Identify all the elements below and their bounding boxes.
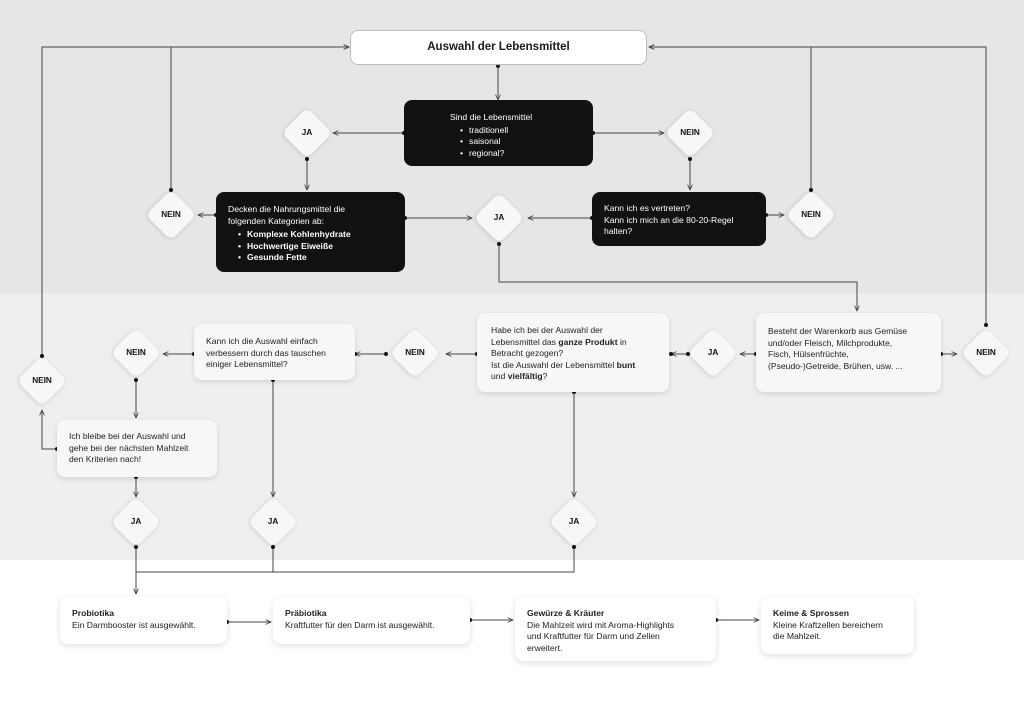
- text-line: und/oder Fleisch, Milchprodukte,: [768, 337, 893, 348]
- text-line: Besteht der Warenkorb aus Gemüse: [768, 326, 908, 336]
- list-item: • Gesunde Fette: [238, 252, 395, 264]
- ja-label: JA: [301, 128, 313, 137]
- decision-nein-left: [146, 190, 196, 240]
- ja-label: JA: [707, 348, 719, 357]
- decision-ja-bleibe: [111, 497, 161, 547]
- result-title: Keime & Sprossen: [773, 608, 849, 618]
- result-text: Kraftfutter für den Darm ist ausgewählt.: [285, 619, 435, 630]
- text-line: verbessern durch das tauschen: [206, 347, 326, 358]
- result-probiotika: [60, 597, 227, 644]
- nein-label: NEIN: [126, 348, 146, 357]
- question-kategorien: [216, 192, 405, 272]
- text-line: gehe bei der nächsten Mahlzeit: [69, 442, 189, 453]
- question-traditionell-heading: Sind die Lebensmittel: [450, 112, 533, 122]
- text-line: Fisch, Hülsenfrüchte,: [768, 349, 849, 360]
- statement-bleibe: [57, 420, 217, 477]
- result-praebiotika: [273, 597, 470, 644]
- nein-label: NEIN: [161, 210, 181, 219]
- result-gewuerze: [515, 597, 716, 661]
- list-item: • regional?: [460, 148, 593, 160]
- decision-ja-verbessern: [248, 497, 298, 547]
- list-item: • Komplexe Kohlenhydrate: [238, 229, 395, 241]
- text-fragment: und: [491, 371, 508, 382]
- decision-nein-produkt: [390, 328, 440, 378]
- text-fragment: Lebensmittel das: [491, 336, 559, 347]
- list-item: • saisonal: [460, 136, 593, 148]
- result-text: und Kraftfutter für Darm und Zellen: [527, 631, 660, 642]
- text-line: [491, 360, 661, 372]
- text-line: Habe ich bei der Auswahl der: [491, 325, 603, 335]
- question-vertreten-line1: Kann ich es vertreten?: [604, 203, 690, 213]
- title-box: [350, 30, 647, 65]
- question-kategorien-list: [228, 229, 395, 264]
- ja-label: JA: [568, 517, 580, 526]
- result-keime: [761, 597, 914, 654]
- text-emphasis: ganze Produkt: [558, 336, 618, 347]
- text-emphasis: bunt: [616, 359, 636, 370]
- question-vertreten: [592, 192, 766, 246]
- ja-label: JA: [267, 517, 279, 526]
- ja-label: JA: [130, 517, 142, 526]
- decision-ja-produkt: [549, 497, 599, 547]
- list-item: • traditionell: [460, 125, 593, 137]
- text-fragment: Ist die Auswahl der Lebensmittel: [491, 359, 617, 370]
- text-line: Betracht gezogen?: [491, 348, 564, 359]
- question-warenkorb: [756, 313, 941, 392]
- result-title: Probiotika: [72, 608, 115, 618]
- list-item: • Hochwertige Eiweiße: [238, 241, 395, 253]
- title-text: Auswahl der Lebensmittel: [427, 41, 570, 53]
- question-ganzes-produkt: [477, 313, 669, 392]
- result-text: die Mahlzeit.: [773, 631, 822, 642]
- decision-nein-right: [786, 190, 836, 240]
- result-title: Präbiotika: [285, 608, 327, 618]
- decision-nein-far-left: [17, 356, 67, 406]
- nein-label: NEIN: [680, 128, 700, 137]
- text-emphasis: vielfältig: [507, 371, 543, 382]
- question-traditionell: [404, 100, 593, 166]
- nein-label: NEIN: [801, 210, 821, 219]
- result-text: Ein Darmbooster ist ausgewählt.: [72, 619, 196, 630]
- result-text: erweitert.: [527, 642, 563, 653]
- decision-nein-verbessern: [111, 328, 161, 378]
- question-verbessern: [194, 324, 355, 380]
- text-line: [491, 371, 661, 383]
- decision-nein-top: [665, 108, 715, 158]
- ja-label: JA: [493, 213, 505, 222]
- result-text: Kleine Kraftzellen bereichern: [773, 619, 883, 630]
- question-kategorien-line1: Decken die Nahrungsmittel die: [228, 204, 346, 214]
- result-text: Die Mahlzeit wird mit Aroma-Highlights: [527, 619, 675, 630]
- decision-ja-center: [474, 193, 524, 243]
- decision-nein-far-right: [961, 328, 1011, 378]
- text-line: Kann ich die Auswahl einfach: [206, 336, 318, 346]
- question-vertreten-line2: Kann ich mich an die 80-20-Regel: [604, 214, 734, 225]
- text-fragment: in: [617, 336, 627, 347]
- text-line: (Pseudo-)Getreide, Brühen, usw. ...: [768, 360, 903, 371]
- nein-label: NEIN: [32, 376, 52, 385]
- question-traditionell-list: [450, 125, 593, 160]
- nein-label: NEIN: [405, 348, 425, 357]
- text-line: Ich bleibe bei der Auswahl und: [69, 431, 186, 441]
- question-kategorien-line2: folgenden Kategorien ab:: [228, 215, 325, 226]
- text-fragment: ?: [542, 371, 548, 382]
- text-line: einiger Lebensmittel?: [206, 359, 288, 370]
- text-line: [491, 337, 661, 349]
- decision-ja-warenkorb: [688, 328, 738, 378]
- decision-ja-top: [282, 108, 332, 158]
- nein-label: NEIN: [976, 348, 996, 357]
- text-line: den Kriterien nach!: [69, 454, 142, 465]
- question-vertreten-line3: halten?: [604, 226, 633, 237]
- result-title: Gewürze & Kräuter: [527, 608, 605, 618]
